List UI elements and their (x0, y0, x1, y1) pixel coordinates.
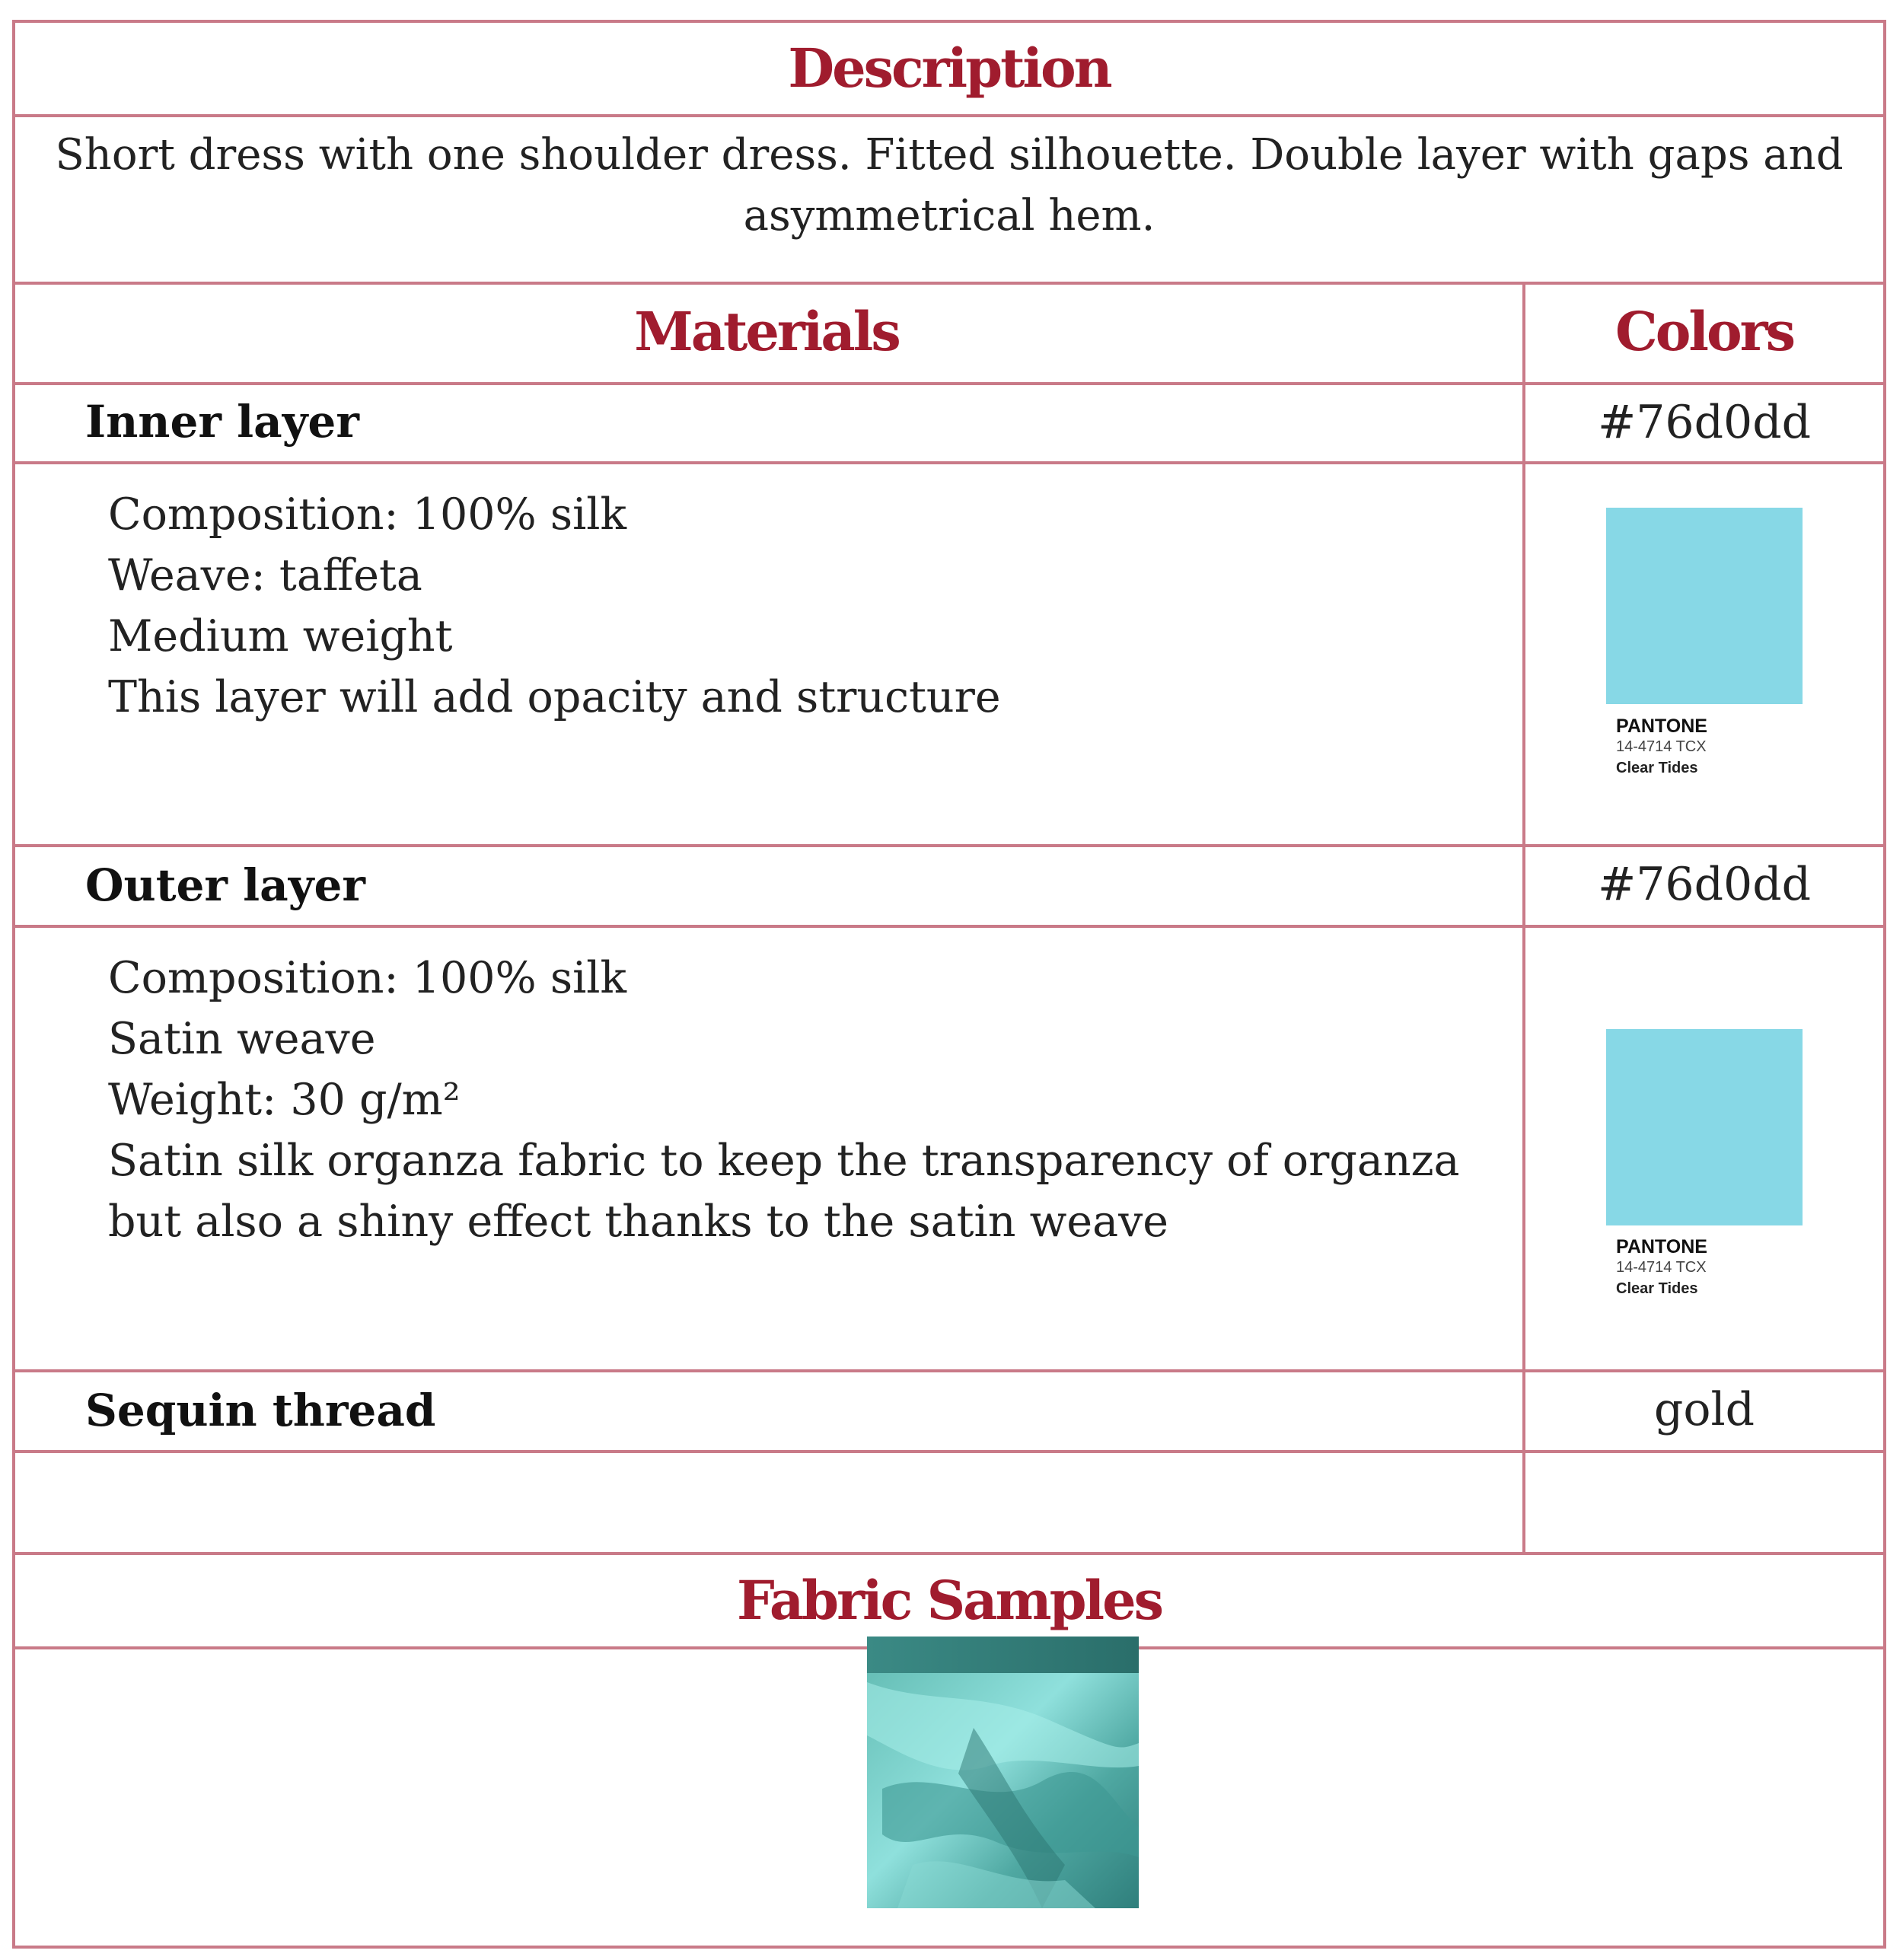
fabric-sample-image (867, 1637, 1139, 1908)
description-line-2: asymmetrical hem. (743, 191, 1156, 241)
inner-layer-details-row (15, 464, 1883, 847)
outer-layer-color-swatch (1606, 1029, 1803, 1225)
sequin-thread-color: gold (1653, 1383, 1755, 1436)
fabric-sample-illustration (867, 1637, 1139, 1908)
inner-detail-weight: Medium weight (108, 611, 453, 661)
outer-detail-note-2: but also a shiny effect thanks to the satin weave (108, 1197, 1169, 1247)
empty-row (15, 1453, 1883, 1555)
fabric-samples-heading-row (15, 1555, 1883, 1649)
inner-detail-note: This layer will add opacity and structure (108, 672, 1001, 722)
inner-detail-composition: Composition: 100% silk (108, 489, 627, 540)
inner-layer-label: Inner layer (85, 396, 359, 448)
inner-pantone-code: 14-4714 TCX (1616, 738, 1707, 755)
outer-detail-note-1: Satin silk organza fabric to keep the transparency of organza (108, 1136, 1460, 1186)
fabric-samples-heading: Fabric Samples (736, 1569, 1162, 1632)
inner-pantone-name: Clear Tides (1616, 760, 1698, 776)
inner-layer-color-swatch (1606, 508, 1803, 704)
description-text-row (15, 117, 1883, 285)
inner-pantone-brand: PANTONE (1616, 715, 1707, 737)
sequin-thread-row (15, 1372, 1883, 1453)
outer-layer-row (15, 847, 1883, 928)
inner-layer-details (108, 484, 1001, 728)
colors-heading: Colors (1615, 300, 1793, 363)
outer-pantone-name: Clear Tides (1616, 1280, 1698, 1297)
outer-detail-weave: Satin weave (108, 1014, 376, 1064)
outer-layer-details (108, 948, 1460, 1252)
inner-layer-row (15, 385, 1883, 464)
outer-pantone-brand: PANTONE (1616, 1236, 1707, 1257)
outer-layer-details-row (15, 928, 1883, 1372)
column-divider (1522, 285, 1525, 1555)
description-heading-row (15, 23, 1883, 117)
outer-layer-color: #76d0dd (1597, 858, 1812, 911)
outer-layer-label: Outer layer (85, 859, 365, 911)
description-heading: Description (788, 37, 1111, 100)
outer-detail-composition: Composition: 100% silk (108, 953, 627, 1003)
sequin-thread-label: Sequin thread (85, 1385, 436, 1436)
outer-detail-weight: Weight: 30 g/m² (108, 1075, 461, 1125)
description-line-1: Short dress with one shoulder dress. Fitted silhouette. Double layer with gaps and (55, 130, 1844, 180)
inner-layer-color: #76d0dd (1597, 396, 1812, 449)
outer-pantone-code: 14-4714 TCX (1616, 1259, 1707, 1276)
inner-detail-weave: Weave: taffeta (108, 550, 422, 601)
materials-colors-header-row (15, 285, 1883, 385)
materials-heading: Materials (634, 300, 899, 363)
description-text (38, 125, 1860, 247)
